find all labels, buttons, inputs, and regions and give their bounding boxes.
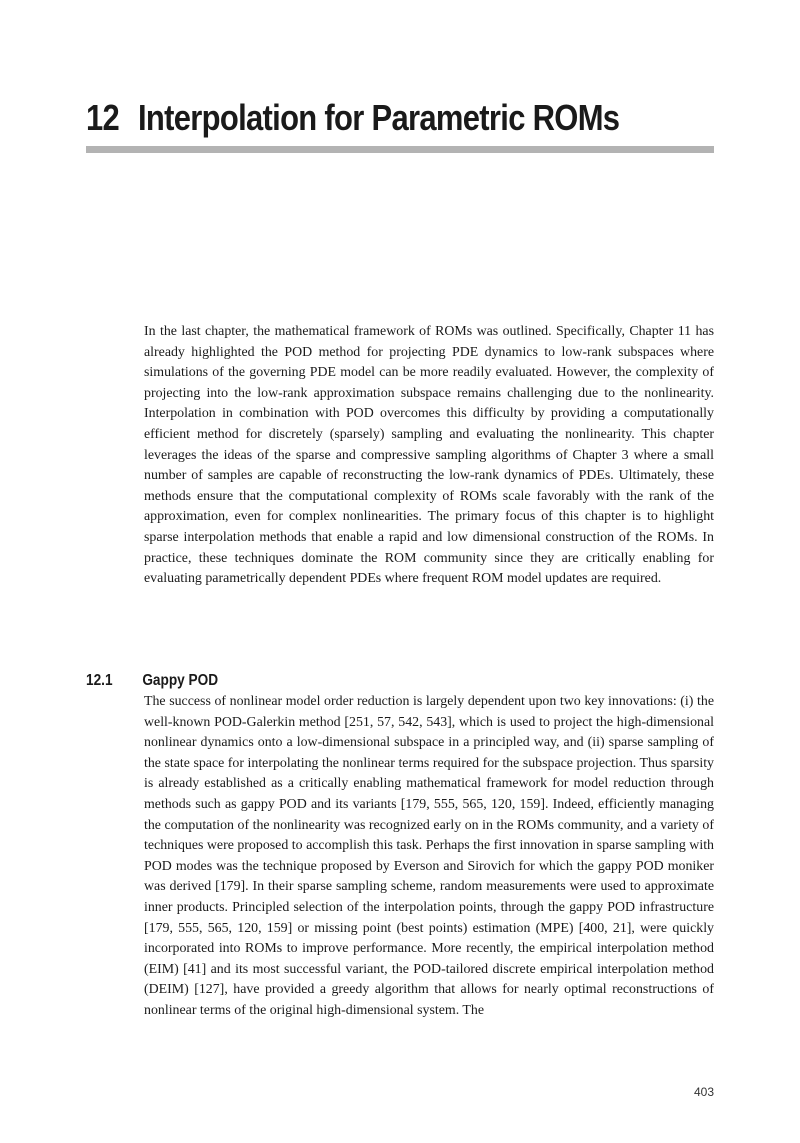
section-number: 12.1	[86, 672, 113, 689]
section-title: Gappy POD	[142, 672, 219, 689]
page-number: 403	[693, 1085, 714, 1099]
chapter-number: 12	[86, 97, 120, 138]
chapter-title: Interpolation for Parametric ROMs	[137, 97, 620, 138]
chapter-rule	[86, 146, 714, 153]
chapter-heading	[86, 96, 628, 140]
intro-paragraph: In the last chapter, the mathematical framework of ROMs was outlined. Specifically, Chapter 11 has already highlighted the POD method for projecting PDE dynamics to low-rank subspaces where simulations of the governing PDE model can be more readily evaluated. However, the complexity of projecting into the low-rank approximation subspace remains challenging due to the nonlinearity. Interpolation in combination with POD overcomes this difficulty by providing a computationally efficient method for discretely (sparsely) sampling and evaluating the nonlinearity. This chapter leverages the ideas of the sparse and compressive sampling algorithms of Chapter 3 where a small number of samples are capable of reconstructing the low-rank dynamics of PDEs. Ultimately, these methods ensure that the computational complexity of ROMs scale favorably with the rank of the approximation, even for complex nonlinearities. The primary focus of this chapter is to highlight sparse interpolation methods that enable a rapid and low dimensional construction of the ROMs. In practice, these techniques dominate the ROM community since they are critically enabling for evaluating parametrically dependent PDEs where frequent ROM model updates are required.	[144, 324, 714, 587]
section-heading	[86, 670, 218, 692]
section-body-paragraph: The success of nonlinear model order reduction is largely dependent upon two key innovations: (i) the well-known POD-Galerkin method [251, 57, 542, 543], which is used to project the high-dimensional nonlinear dynamics onto a low-dimensional subspace in a principled way, and (ii) sparse sampling of the state space for interpolating the nonlinear terms required for the subspace projection. Thus sparsity is already established as a critically enabling mathematical framework for model reduction through methods such as gappy POD and its variants [179, 555, 565, 120, 159]. Indeed, efficiently managing the computation of the nonlinearity was recognized early on in the ROMs community, and a variety of techniques were proposed to accomplish this task. Perhaps the first innovation in sparse sampling with POD modes was the technique proposed by Everson and Sirovich for which the gappy POD moniker was derived [179]. In their sparse sampling scheme, random measurements were used to approximate inner products. Principled selection of the interpolation points, through the gappy POD infrastructure [179, 555, 565, 120, 159] or missing point (best points) estimation (MPE) [400, 21], were quickly incorporated into ROMs to improve performance. More recently, the empirical interpolation method (EIM) [41] and its most successful variant, the POD-tailored discrete empirical interpolation method (DEIM) [127], have provided a greedy algorithm that allows for nearly optimal reconstructions of nonlinear terms of the original high-dimensional system. The	[144, 694, 714, 1018]
